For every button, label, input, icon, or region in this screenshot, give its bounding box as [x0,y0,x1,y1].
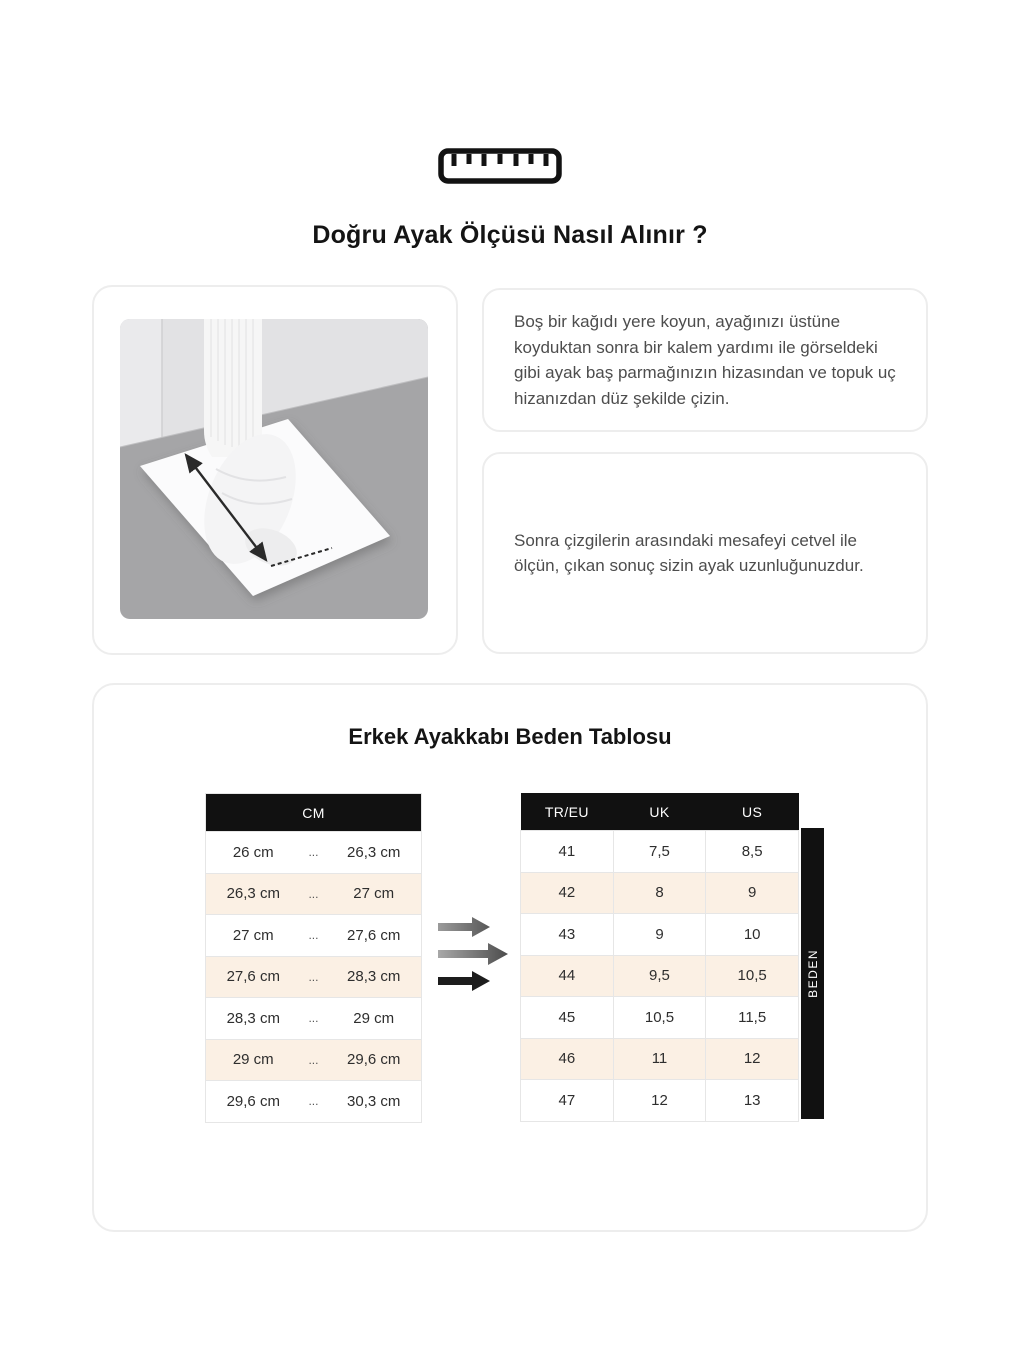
cm-from: 29 cm [206,1039,301,1081]
table-row [206,915,422,957]
table-row [521,872,799,914]
size-uk: 9 [613,914,706,956]
size-uk: 9,5 [613,955,706,997]
size-uk: 12 [613,1080,706,1122]
range-separator: ... [301,832,327,874]
conversion-arrows-icon [436,914,510,994]
size-us: 12 [706,1038,799,1080]
size-tr-eu: 46 [521,1038,614,1080]
table-row [206,956,422,998]
cm-from: 29,6 cm [206,1081,301,1123]
ruler-icon [437,146,563,186]
size-us: 13 [706,1080,799,1122]
instruction-card-2 [482,452,928,654]
size-us: 10,5 [706,955,799,997]
range-separator: ... [301,956,327,998]
range-separator: ... [301,998,327,1040]
size-tr-eu: 41 [521,831,614,873]
size-tr-eu: 43 [521,914,614,956]
cm-to: 27,6 cm [326,915,421,957]
size-table-header-us: US [706,793,799,831]
size-us: 11,5 [706,997,799,1039]
size-uk: 7,5 [613,831,706,873]
shoe-size-table [520,793,799,1122]
table-row [521,955,799,997]
size-chart-title: Erkek Ayakkabı Beden Tablosu [348,724,672,749]
cm-to: 27 cm [326,873,421,915]
table-row [521,1038,799,1080]
cm-to: 30,3 cm [326,1081,421,1123]
range-separator: ... [301,1081,327,1123]
size-tr-eu: 45 [521,997,614,1039]
cm-from: 27,6 cm [206,956,301,998]
size-us: 10 [706,914,799,956]
instruction-step1-text: Boş bir kağıdı yere koyun, ayağınızı üstüne koyduktan sonra bir kalem yardımı ile görseldeki gibi ayak baş parmağınızın hizasından ve topuk uç hizanızdan düz şekilde çizin. [514,312,896,408]
cm-table-header-row [206,794,422,832]
instruction-step2-text: Sonra çizgilerin arasındaki mesafeyi cetvel ile ölçün, çıkan sonuç sizin ayak uzunluğunuzdur. [514,530,864,575]
size-table-header-treu: TR/EU [521,793,614,831]
size-us: 8,5 [706,831,799,873]
range-separator: ... [301,1039,327,1081]
beden-vertical-label [801,828,824,1119]
cm-to: 29 cm [326,998,421,1040]
range-separator: ... [301,915,327,957]
cm-to: 26,3 cm [326,832,421,874]
table-row [521,914,799,956]
size-uk: 10,5 [613,997,706,1039]
size-table-header-uk: UK [613,793,706,831]
table-row [206,998,422,1040]
table-row [521,1080,799,1122]
table-row [206,1081,422,1123]
cm-from: 28,3 cm [206,998,301,1040]
size-tr-eu: 47 [521,1080,614,1122]
table-row [521,831,799,873]
size-uk: 8 [613,872,706,914]
size-tr-eu: 42 [521,872,614,914]
table-row [206,873,422,915]
cm-table-header: CM [206,794,422,832]
cm-from: 26,3 cm [206,873,301,915]
size-table-header-row [521,793,799,831]
page-title: Doğru Ayak Ölçüsü Nasıl Alınır ? [312,221,708,249]
instruction-card-1 [482,288,928,432]
cm-to: 29,6 cm [326,1039,421,1081]
beden-label-text: BEDEN [805,949,820,998]
cm-to: 28,3 cm [326,956,421,998]
foot-measurement-photo [120,319,428,619]
size-us: 9 [706,872,799,914]
table-row [206,1039,422,1081]
range-separator: ... [301,873,327,915]
cm-range-table [205,793,422,1123]
size-tr-eu: 44 [521,955,614,997]
cm-from: 26 cm [206,832,301,874]
table-row [521,997,799,1039]
table-row [206,832,422,874]
cm-from: 27 cm [206,915,301,957]
foot-photo-card [92,285,458,655]
size-uk: 11 [613,1038,706,1080]
foot-on-paper-illustration [120,319,428,619]
